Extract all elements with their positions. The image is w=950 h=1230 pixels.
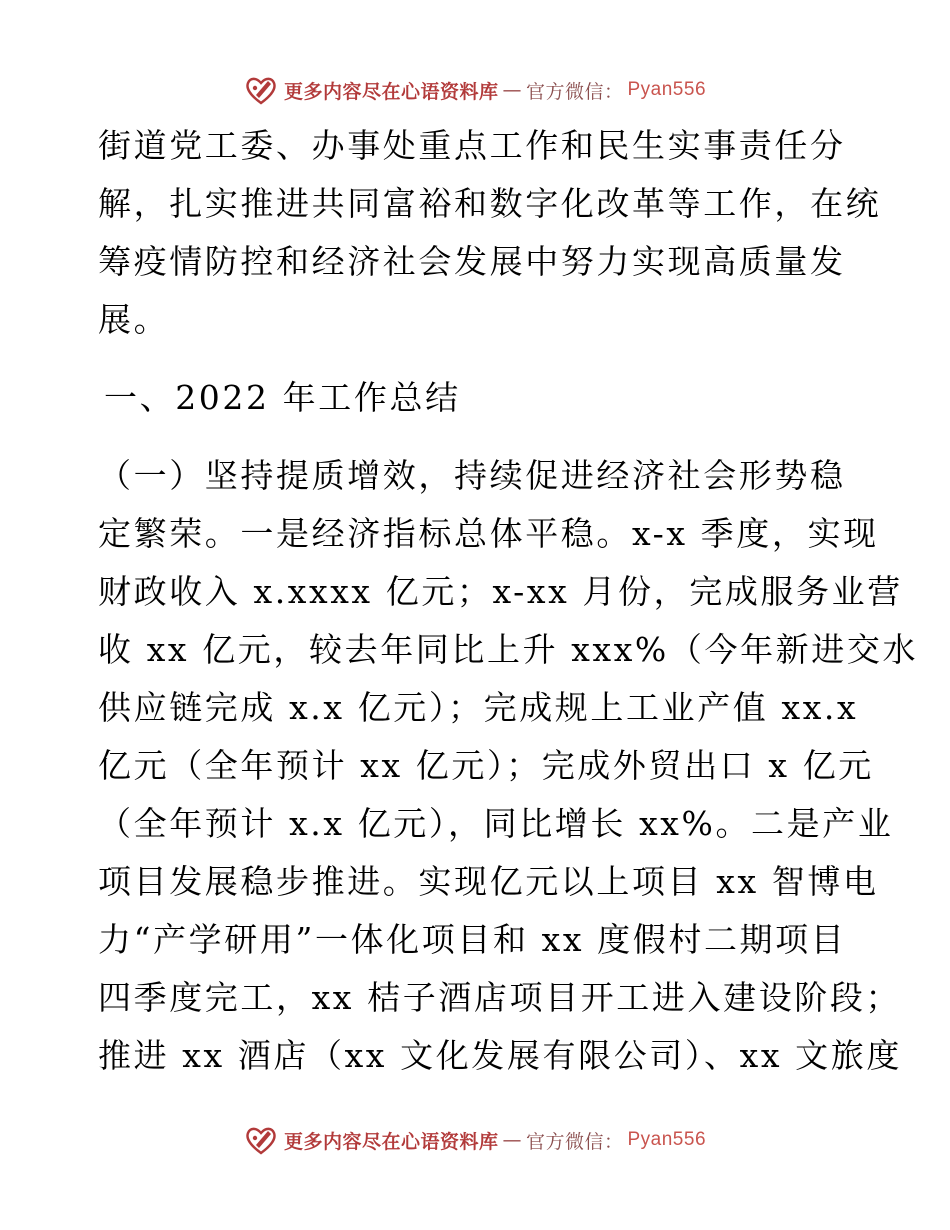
- watermark-wechat-id: Pyan556: [627, 79, 707, 100]
- document-body: [98, 117, 919, 1085]
- watermark-bottom: [0, 1120, 950, 1160]
- watermark-dash: —: [502, 1129, 522, 1151]
- text-line: 亿元（全年预计 xx 亿元）；完成外贸出口 x 亿元: [98, 746, 874, 785]
- text-line: 展。: [98, 300, 170, 339]
- text-line: 推进 xx 酒店（xx 文化发展有限公司）、xx 文旅度: [98, 1036, 902, 1075]
- section1-paragraph: [98, 447, 919, 1085]
- text-line: 项目发展稳步推进。实现亿元以上项目 xx 智博电: [98, 862, 879, 901]
- heart-pen-logo-icon: [244, 73, 278, 107]
- watermark-brand: 更多内容尽在心语资料库: [283, 80, 499, 103]
- text-line: 街道党工委、办事处重点工作和民生实事责任分: [98, 126, 846, 165]
- text-line: 力“产学研用”一体化项目和 xx 度假村二期项目: [98, 920, 847, 959]
- text-line: 收 xx 亿元，较去年同比上升 xxx%（今年新进交水: [98, 630, 919, 669]
- section-heading: 一、2022 年工作总结: [104, 378, 461, 417]
- heart-pen-logo-icon: [244, 1123, 278, 1157]
- intro-paragraph: [98, 117, 882, 349]
- text-line: 四季度完工，xx 桔子酒店项目开工进入建设阶段；: [98, 978, 902, 1017]
- text-line: （全年预计 x.x 亿元），同比增长 xx%。二是产业: [98, 804, 894, 843]
- watermark-wechat-id: Pyan556: [627, 1129, 707, 1150]
- text-line: 定繁荣。一是经济指标总体平稳。x-x 季度，实现: [98, 514, 879, 553]
- text-line: （一）坚持提质增效，持续促进经济社会形势稳: [98, 456, 846, 495]
- text-line: 筹疫情防控和经济社会发展中努力实现高质量发: [98, 242, 846, 281]
- text-line: 解，扎实推进共同富裕和数字化改革等工作，在统: [98, 184, 882, 223]
- text-line: 财政收入 x.xxxx 亿元；x-xx 月份，完成服务业营: [98, 572, 903, 611]
- watermark-wechat-label: 官方微信：: [525, 1130, 624, 1153]
- watermark-wechat-label: 官方微信：: [525, 80, 624, 103]
- watermark-dash: —: [502, 79, 522, 101]
- watermark-brand: 更多内容尽在心语资料库: [283, 1130, 499, 1153]
- text-line: 供应链完成 x.x 亿元）；完成规上工业产值 xx.x: [98, 688, 859, 727]
- watermark-top: [0, 70, 950, 110]
